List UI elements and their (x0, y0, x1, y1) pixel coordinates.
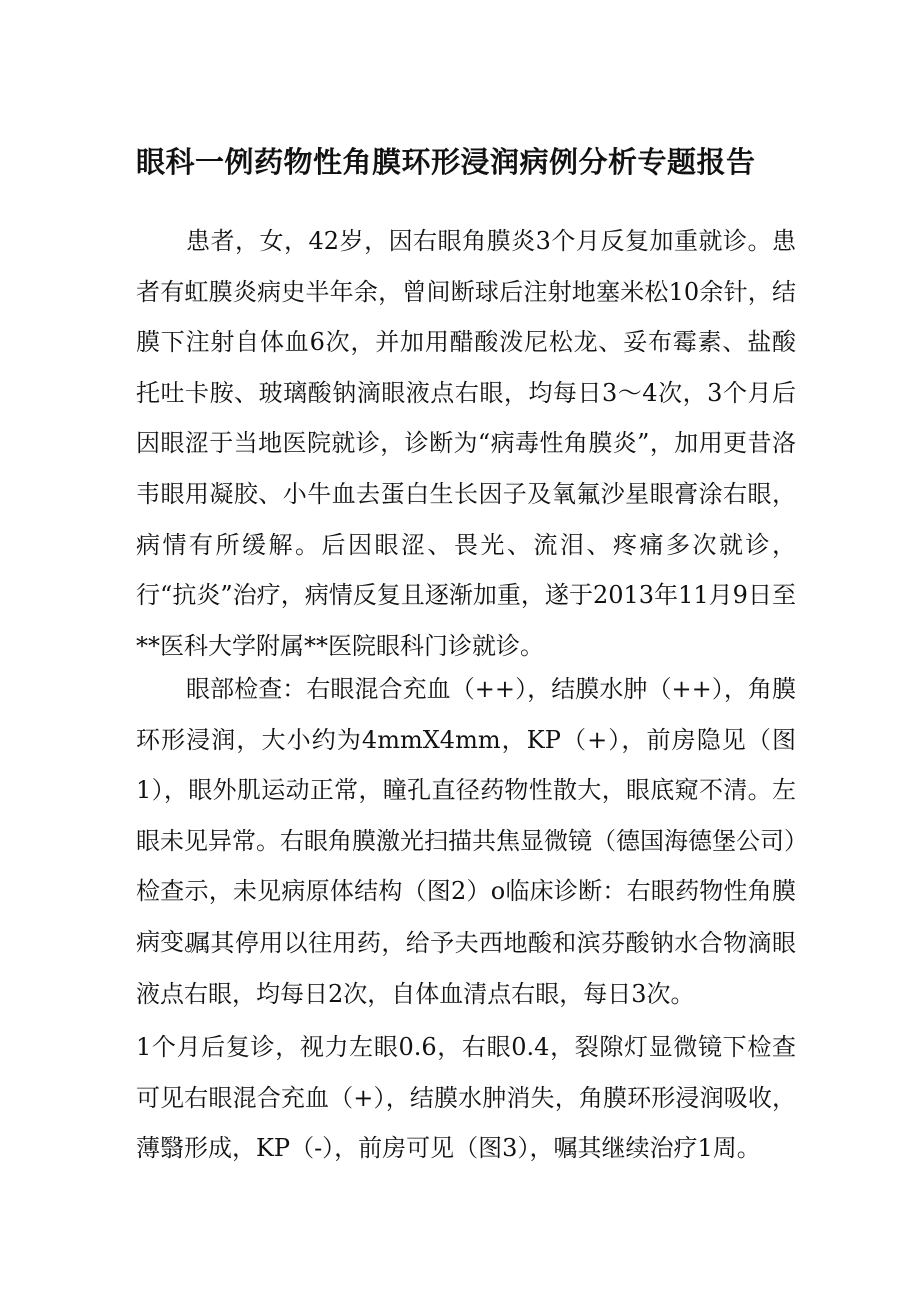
paragraph-history: 患者，女，42岁，因右眼角膜炎3个月反复加重就诊。患者有虹膜炎病史半年余，曾间断球后注射地塞米松10余针，结膜下注射自体血6次，并加用醋酸泼尼松龙、妥布霉素、盐酸托吐卡胺、玻璃酸钠滴眼液点右眼，均每日3〜4次，3个月后因眼涩于当地医院就诊，诊断为“病毒性角膜炎”，加用更昔洛韦眼用凝胶、小牛血去蛋白生长因子及氧氟沙星眼膏涂右眼，病情有所缓解。后因眼涩、畏光、流泪、疼痛多次就诊，行“抗炎”治疗，病情反复且逐渐加重，遂于2013年11月9日至**医科大学附属**医院眼科门诊就诊。 (136, 227, 796, 660)
paragraph-follow-up: 1个月后复诊，视力左眼0.6，右眼0.4，裂隙灯显微镜下检查可见右眼混合充血（+），结膜水肿消失，角膜环形浸润吸收，薄翳形成，KP（-），前房可见（图3），嘱其继续治疗1周。 (136, 1033, 796, 1163)
document-title: 眼科一例药物性角膜环形浸润病例分析专题报告 (136, 145, 756, 179)
paragraph-examination: 眼部检查：右眼混合充血（++），结膜水肿（++），角膜环形浸润，大小约为4mmX4mm，KP（+），前房隐见（图1），眼外肌运动正常，瞳孔直径药物性散大，眼底窥不清。左眼未见异常。右眼角膜激光扫描共焦显微镜（德国海德堡公司）检查示，未见病原体结构（图2）o临床诊断：右眼药物性角膜病变。 (136, 675, 796, 956)
paragraph-treatment: 嘱其停用以往用药，给予夫西地酸和滨芬酸钠水合物滴眼液点右眼，均每日2次，自体血清点右眼，每日3次。 (136, 929, 796, 1008)
